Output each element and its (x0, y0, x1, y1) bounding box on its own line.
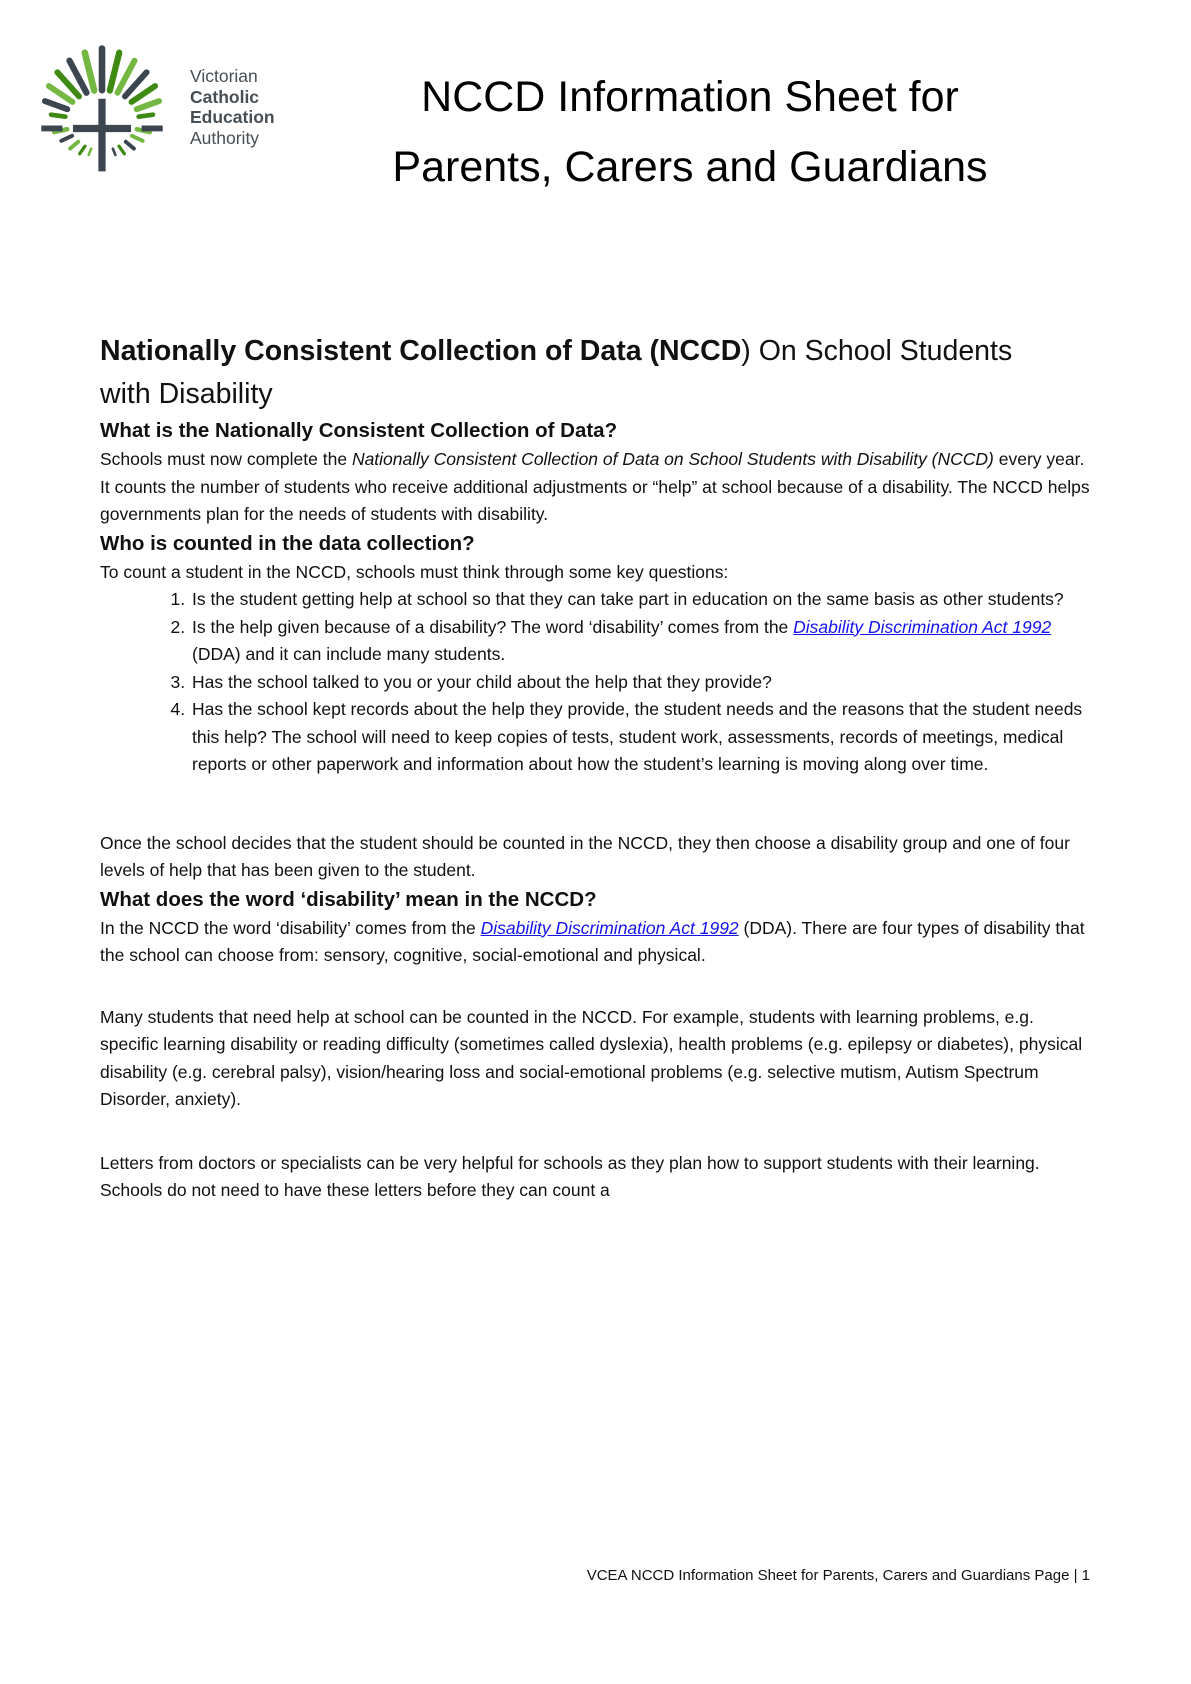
text-segment: (DDA) and it can include many students. (192, 644, 506, 664)
header-title-line2: Parents, Carers and Guardians (392, 143, 988, 191)
disability-meaning-p2: Many students that need help at school can be counted in the NCCD. For example, students with learning problems, e.g. specific learning disability or reading difficulty (sometimes called dyslexia), health problems (e.g. epilepsy or diabetes), physical disability (e.g. cerebral palsy), vision/hearing loss and social-emotional problems (e.g. selective mutism, Autism Spectrum Disorder, anxiety). (100, 1006, 1083, 1109)
list-item (190, 669, 1090, 697)
brand-line-catholic: Catholic (190, 86, 260, 107)
text-segment: Schools must now complete the (100, 449, 352, 469)
brand-line-education: Education (190, 107, 275, 127)
text-segment: In the NCCD the word ‘disability’ comes from the (100, 917, 481, 938)
page-title (100, 330, 1055, 416)
disability-discrimination-act-link[interactable]: Disability Discrimination Act 1992 (793, 616, 1052, 637)
who-counted-closing: Once the school decides that the student should be counted in the NCCD, they then choose a disability group and one of four levels of help that has been given to the student. (100, 832, 1070, 880)
vcea-logo-block (36, 36, 275, 178)
header-title-line1: NCCD Information Sheet for (421, 73, 959, 121)
brand-line-victorian: Victorian (190, 66, 258, 86)
section-heading-who-counted: Who is counted in the data collection? (100, 531, 475, 555)
text-segment: (DDA). There are four types of disability that the school can choose from: sensory, cognitive, social-emotional and physical. (100, 917, 1085, 965)
cross-icon (41, 99, 162, 172)
what-is-paragraph (100, 446, 1090, 529)
text-segment: Nationally Consistent Collection of Data on School Students with Disability (NCCD) (351, 449, 994, 469)
page-footer: VCEA NCCD Information Sheet for Parents, Carers and Guardians Page | 1 (586, 1567, 1090, 1584)
text-segment: every year. It counts the number of students who receive additional adjustments or “help” at school because of a disability. The NCCD helps governments plan for the needs of students with disability. (100, 449, 1090, 524)
section-heading-disability-meaning: What does the word ‘disability’ mean in the NCCD? (100, 887, 597, 911)
vcea-logo (36, 36, 168, 178)
disability-meaning-p3: Letters from doctors or specialists can be very helpful for schools as they plan how to support students with their learning. Schools do not need to have these letters before they can count a (100, 1152, 1040, 1200)
list-item (190, 614, 1090, 669)
who-counted-intro: To count a student in the NCCD, schools must think through some key questions: (100, 561, 729, 582)
disability-discrimination-act-link[interactable]: Disability Discrimination Act 1992 (480, 917, 739, 938)
text-segment: Has the school kept records about the help they provide, the student needs and the reasons that the student needs this help? The school will need to keep copies of tests, student work, assessments, records of meetings, medical reports or other paperwork and information about how the student’s learning is moving along over time. (192, 699, 1083, 774)
disability-meaning-p1 (100, 915, 1090, 970)
list-item (190, 586, 1090, 614)
document-header-title (310, 62, 1070, 202)
brand-text (190, 36, 275, 148)
section-heading-what-is: What is the Nationally Consistent Collection of Data? (100, 419, 618, 442)
key-questions-list (100, 586, 1090, 779)
text-segment: ) On School Students with Disability (100, 335, 1013, 410)
text-segment: Nationally Consistent Collection of Data (NCCD (100, 335, 742, 367)
document-body (100, 330, 1090, 1205)
text-segment: Is the student getting help at school so that they can take part in education on the same basis as other students? (192, 589, 1064, 609)
brand-line-authority: Authority (190, 127, 260, 148)
text-segment: Has the school talked to you or your child about the help that they provide? (192, 671, 772, 692)
text-segment: Is the help given because of a disability? The word ‘disability’ comes from the (192, 616, 794, 637)
list-item (190, 696, 1090, 779)
